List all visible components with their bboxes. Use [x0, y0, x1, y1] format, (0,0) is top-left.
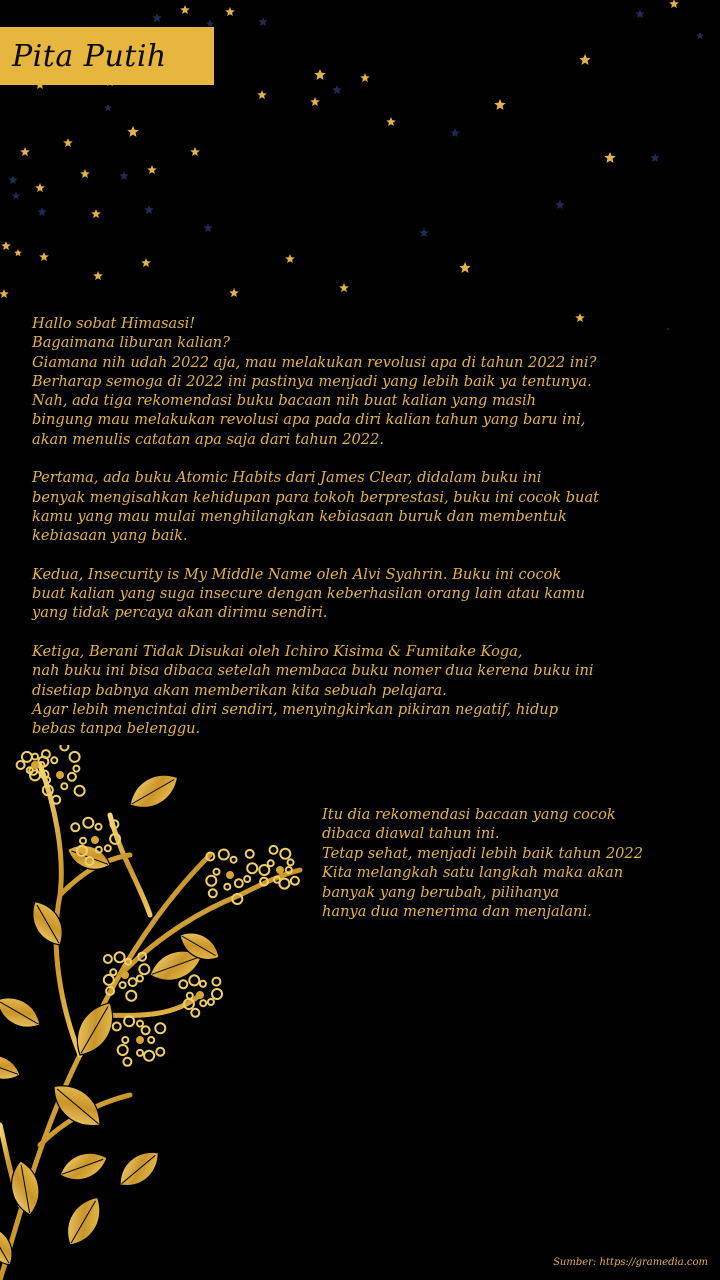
floral-stem	[0, 855, 210, 1280]
first-book-paragraph	[32, 468, 704, 545]
closing-paragraph	[322, 805, 712, 921]
text-line: Bagaimana liburan kalian?	[32, 334, 231, 352]
star-icon	[257, 90, 267, 99]
text-line: Nah, ada tiga rekomendasi buku bacaan nih buat kalian yang masih	[32, 392, 537, 410]
bud-icon	[122, 1037, 128, 1043]
text-line: Giamana nih udah 2022 aja, mau melakukan revolusi apa di tahun 2022 ini?	[32, 353, 597, 371]
text-line: nah buku ini bisa dibaca setelah membaca buku nomer dua kerena buku ini	[32, 662, 594, 680]
star-icon	[696, 32, 704, 39]
star-icon	[604, 152, 615, 163]
star-icon	[386, 117, 396, 126]
text-line: benyak mengisahkan kehidupan para tokoh berprestasi, buku ini cocok buat	[32, 488, 600, 506]
star-icon	[579, 54, 590, 65]
bud-icon	[200, 1000, 206, 1006]
star-icon	[127, 126, 138, 137]
bud-icon	[56, 771, 64, 779]
text-line: bebas tanpa belenggu.	[32, 720, 201, 738]
paragraph-gap	[32, 623, 704, 642]
bud-icon	[60, 745, 68, 751]
star-icon	[1, 241, 11, 250]
bud-icon	[80, 838, 86, 844]
bud-icon	[71, 823, 79, 831]
star-icon	[119, 171, 129, 180]
text-line: banyak yang berubah, pilihanya	[322, 883, 560, 901]
star-icon	[35, 183, 45, 192]
star-icon	[650, 153, 660, 162]
star-icon	[39, 252, 49, 261]
bud-icon	[115, 952, 125, 962]
leaf-icon	[24, 896, 70, 952]
bud-icon	[61, 783, 67, 789]
bud-icon	[113, 1023, 121, 1031]
star-icon	[0, 289, 9, 298]
star-icon	[63, 138, 73, 147]
bud-icon	[139, 964, 149, 974]
bud-icon	[126, 991, 136, 1001]
star-icon	[147, 165, 157, 174]
bud-icon	[280, 849, 290, 859]
bud-icon	[231, 857, 237, 863]
text-line: disetiap babnya akan memberikan kita sebuah pelajara.	[32, 681, 447, 699]
star-icon	[459, 262, 470, 273]
bud-icon	[246, 850, 254, 858]
bud-icon	[137, 1050, 143, 1056]
text-line: Berharap semoga di 2022 ini pastinya menjadi yang lebih baik ya tentunya.	[32, 372, 592, 390]
text-line: Tetap sehat, menjadi lebih baik tahun 2022	[322, 844, 643, 862]
star-icon	[144, 205, 154, 214]
text-line: bingung mau melakukan revolusi apa pada diri kalian tahun yang baru ini,	[32, 411, 586, 429]
star-icon	[669, 0, 679, 8]
text-line: dibaca diawal tahun ini.	[322, 825, 500, 843]
star-icon	[310, 97, 320, 106]
star-icon	[285, 254, 295, 263]
bud-icon	[179, 980, 187, 988]
second-book-paragraph	[32, 565, 704, 623]
paragraph-gap	[32, 546, 704, 565]
star-icon	[91, 209, 101, 218]
bud-icon	[144, 1051, 154, 1061]
intro-paragraph	[32, 314, 704, 449]
bud-icon	[32, 754, 38, 760]
bud-icon	[68, 773, 76, 781]
star-icon	[203, 223, 213, 232]
bud-icon	[104, 955, 112, 963]
text-line: Itu dia rekomendasi bacaan yang cocok	[322, 806, 616, 823]
bud-icon	[156, 1048, 164, 1056]
leaf-icon	[112, 1144, 166, 1195]
leaf-icon	[0, 989, 46, 1035]
text-line: hanya dua menerima dan menjalani.	[322, 903, 592, 921]
bud-icon	[219, 850, 229, 860]
text-line: kebiasaan yang baik.	[32, 527, 188, 545]
star-icon	[229, 288, 239, 297]
bud-icon	[286, 867, 292, 873]
star-icon	[419, 228, 429, 237]
bud-icon	[137, 1021, 143, 1027]
star-icon	[20, 147, 30, 156]
star-icon	[494, 99, 505, 110]
bud-icon	[83, 818, 93, 828]
golden-floral-decoration	[0, 745, 310, 1280]
bud-icon	[148, 1037, 154, 1043]
bud-icon	[212, 989, 222, 999]
text-line: kamu yang mau mulai menghilangkan kebiasaan buruk dan membentuk	[32, 507, 567, 525]
star-icon	[314, 69, 325, 80]
bud-icon	[291, 877, 299, 885]
floral-stem	[110, 815, 150, 915]
star-icon	[37, 207, 47, 216]
bud-icon	[142, 1026, 150, 1034]
bud-icon	[137, 976, 143, 982]
bud-icon	[224, 884, 230, 890]
bud-icon	[17, 761, 25, 769]
bud-icon	[123, 1058, 131, 1066]
bud-icon	[191, 1009, 199, 1017]
star-icon	[152, 13, 162, 22]
bud-icon	[279, 879, 289, 889]
bud-icon	[155, 1023, 165, 1033]
source-credit: Sumber: https://gramedia.com	[553, 1257, 708, 1268]
text-line: Kita melangkah satu langkah maka akan	[322, 864, 624, 882]
bud-icon	[244, 876, 250, 882]
bud-icon	[22, 752, 32, 762]
bud-icon	[288, 859, 294, 865]
leaf-icon	[58, 1191, 109, 1252]
bud-icon	[136, 1036, 144, 1044]
bud-icon	[206, 876, 216, 886]
star-icon	[190, 147, 200, 156]
bud-icon	[187, 993, 193, 999]
bud-icon	[105, 845, 111, 851]
bud-icon	[110, 969, 116, 975]
text-line: Kedua, Insecurity is My Middle Name oleh Alvi Syahrin. Buku ini cocok	[32, 565, 562, 583]
bud-icon	[73, 766, 79, 772]
leaf-icon	[56, 1146, 111, 1186]
bud-icon	[121, 971, 129, 979]
paragraph-gap	[32, 449, 704, 468]
bud-icon	[259, 865, 269, 875]
text-line: akan menulis catatan apa saja dari tahun 2022.	[32, 430, 385, 448]
star-icon	[225, 7, 235, 16]
star-icon	[635, 9, 645, 18]
bud-icon	[268, 860, 274, 866]
star-icon	[80, 169, 90, 178]
bud-icon	[118, 1045, 128, 1055]
text-line: Agar lebih mencintai diri sendiri, menyingkirkan pikiran negatif, hidup	[32, 700, 559, 718]
star-icon	[14, 249, 22, 256]
bud-icon	[247, 863, 257, 873]
bud-icon	[120, 982, 126, 988]
star-icon	[339, 283, 349, 292]
bud-icon	[75, 786, 85, 796]
bud-icon	[276, 866, 284, 874]
bud-icon	[208, 999, 214, 1005]
bud-icon	[209, 889, 217, 897]
bud-icon	[96, 824, 102, 830]
star-icon	[360, 73, 370, 82]
title-banner	[0, 27, 214, 85]
bud-icon	[91, 836, 99, 844]
star-icon	[555, 200, 565, 209]
bud-icon	[226, 871, 234, 879]
text-line: buat kalian yang suga insecure dengan keberhasilan orang lain atau kamu	[32, 585, 586, 603]
star-icon	[258, 17, 268, 26]
bud-icon	[51, 757, 57, 763]
star-icon	[180, 5, 190, 14]
leaf-icon	[123, 766, 184, 817]
third-book-paragraph	[32, 642, 704, 738]
leaf-icon	[7, 1159, 43, 1218]
bud-icon	[31, 761, 39, 769]
bud-icon	[212, 978, 220, 986]
bud-icon	[189, 975, 199, 985]
bud-icon	[104, 975, 114, 985]
bud-icon	[214, 869, 220, 875]
page-title: Pita Putih	[12, 38, 167, 74]
star-icon	[332, 85, 342, 94]
star-icon	[8, 175, 18, 184]
article-body	[32, 314, 704, 739]
star-icon	[450, 128, 460, 137]
bud-icon	[235, 879, 243, 887]
text-line: Pertama, ada buku Atomic Habits dari James Clear, didalam buku ini	[32, 469, 542, 487]
bud-icon	[200, 981, 206, 987]
star-icon	[93, 271, 103, 280]
text-line: Hallo sobat Himasasi!	[32, 315, 196, 332]
star-icon	[12, 192, 20, 199]
star-icon	[141, 258, 151, 267]
bud-icon	[270, 846, 278, 854]
bud-icon	[129, 978, 137, 986]
bud-icon	[70, 752, 80, 762]
text-line: Ketiga, Berani Tidak Disukai oleh Ichiro Kisima & Fumitake Koga,	[32, 643, 523, 661]
star-icon	[104, 104, 112, 111]
leaf-icon	[0, 1049, 24, 1085]
text-line: yang tidak percaya akan dirimu sendiri.	[32, 604, 328, 622]
bud-icon	[196, 991, 204, 999]
